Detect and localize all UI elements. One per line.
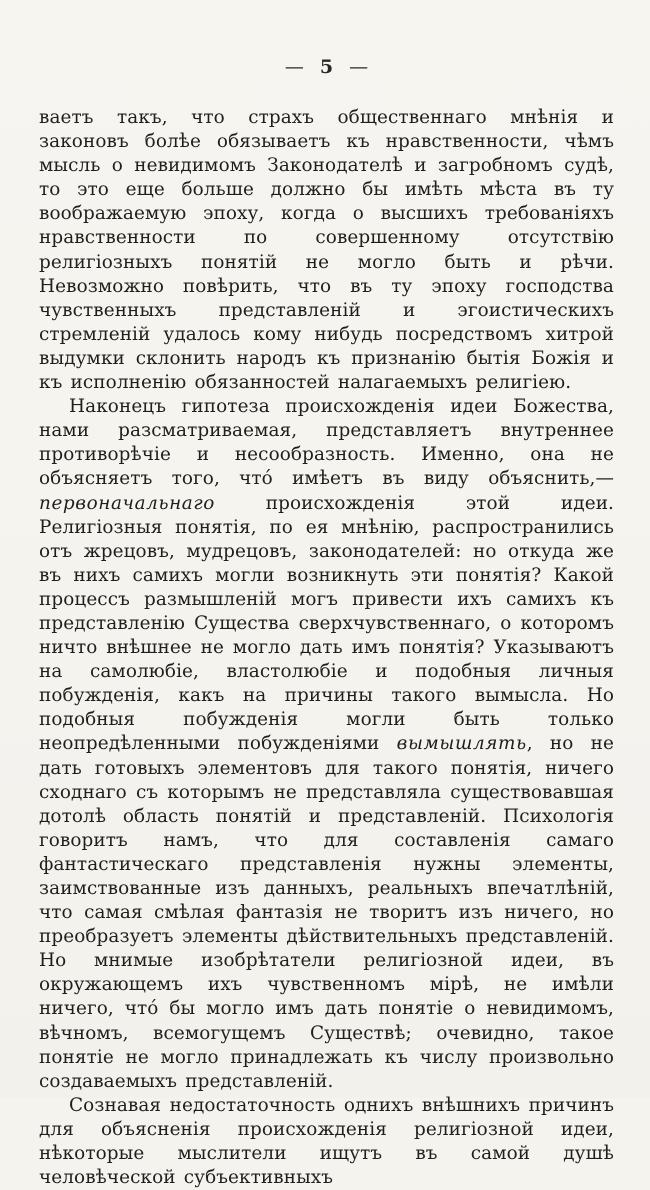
emphasized-text: вымышлять (396, 733, 527, 755)
text-run: происхожденія этой идеи. Религіозныя понятія, по ея мнѣнію, распространились отъ жрецовъ, мудрецовъ, законодателей: но откуда же въ нихъ самихъ могли возникнуть эти понятія? Какой процессъ размышленій могъ привести ихъ самихъ къ представленію Существа сверхчувственнаго, о которомъ ничто внѣшнее не могло дать имъ понятія? Указываютъ на самолюбіе, властолюбіе и подобныя личныя побужденія, какъ на причины такого вымысла. Но подобныя побужденія могли быть только неопредѣленными побужденіями (39, 492, 614, 755)
paragraph (39, 106, 614, 395)
page-number: 5 (319, 56, 334, 78)
text-run: Наконецъ гипотеза происхожденія идеи Божества, нами разсматриваемая, представляетъ внутреннее противорѣчіе и несообразность. Именно, она не объясняетъ того, что́ имѣетъ въ виду объяснить,— (39, 396, 614, 490)
text-run: ваетъ такъ, что страхъ общественнаго мнѣнія и законовъ болѣе обязываетъ къ нравственности, чѣмъ мысль о невидимомъ Законодателѣ и загробномъ судѣ, то это еще больше должно бы имѣть мѣста въ ту воображаемую эпоху, когда о высшихъ требованіяхъ нравственности по совершенному отсутствію религіозныхъ понятій не могло быть и рѣчи. Невозможно повѣрить, что въ ту эпоху господства чувственныхъ представленій и эгоистическихъ стремленій удалось кому нибудь посредствомъ хитрой выдумки склонить народъ къ признанію бытія Божія и къ исполненію обязанностей налагаемыхъ религіею. (39, 107, 614, 394)
emphasized-text: первоначальнаго (39, 492, 215, 514)
page-body (39, 106, 614, 1190)
paragraph (39, 1094, 614, 1190)
paragraph (39, 395, 614, 1094)
text-run: , но не дать готовыхъ элементовъ для такого понятія, ничего сходнаго съ которымъ не представляла существовавшая дотолѣ область понятій и представленій. Психологія говоритъ намъ, что для составленія самаго фантастическаго представленія нужны элементы, заимствованные изъ данныхъ, реальныхъ впечатлѣній, что самая смѣлая фантазія не творитъ изъ ничего, но преобразуетъ элементы дѣйствительныхъ представленій. Но мнимые изобрѣтатели религіозной идеи, въ окружающемъ ихъ чувственномъ мірѣ, не имѣли ничего, что́ бы могло имъ дать понятіе о невидимомъ, вѣчномъ, всемогущемъ Существѣ; очевидно, такое понятіе не могло принадлежать къ числу произвольно создаваемыхъ представленій. (39, 733, 614, 1092)
text-run: Сознавая недостаточность однихъ внѣшнихъ причинъ для объясненія происхожденія религіозной идеи, нѣкоторые мыслители ищутъ въ самой душѣ человѣческой субъективныхъ (39, 1094, 614, 1189)
page-header (39, 56, 614, 78)
header-dash-right: — (349, 56, 369, 78)
header-dash-left: — (284, 56, 304, 78)
